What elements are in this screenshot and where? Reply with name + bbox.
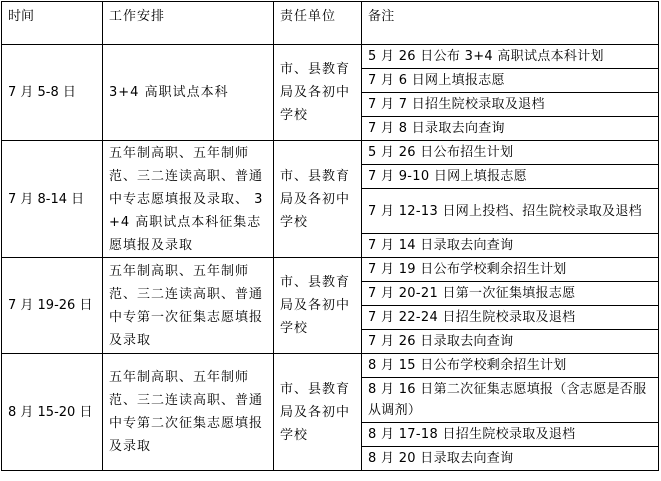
task-cell: 五年制高职、五年制师范、三二连读高职、普通中专志愿填报及录取、 3+4 高职试点本科征集志愿填报及录取	[103, 141, 274, 258]
unit-cell: 市、县教育局及各初中学校	[274, 45, 362, 141]
schedule-table	[1, 1, 659, 471]
time-cell: 7 月 19-26 日	[2, 258, 103, 354]
note-cell: 5 月 26 日公布招生计划	[362, 141, 659, 165]
note-cell: 5 月 26 日公布 3+4 高职试点本科计划	[362, 45, 659, 69]
task-cell: 五年制高职、五年制师范、三二连读高职、普通中专第二次征集志愿填报及录取	[103, 354, 274, 471]
note-cell: 7 月 9-10 日网上填报志愿	[362, 165, 659, 189]
table-row	[2, 45, 659, 69]
note-cell: 8 月 16 日第二次征集志愿填报（含志愿是否服从调剂）	[362, 378, 659, 423]
unit-cell: 市、县教育局及各初中学校	[274, 258, 362, 354]
header-task: 工作安排	[103, 2, 274, 45]
header-row	[2, 2, 659, 45]
header-note: 备注	[362, 2, 659, 45]
table-row	[2, 354, 659, 378]
note-cell: 7 月 7 日招生院校录取及退档	[362, 93, 659, 117]
note-cell: 8 月 15 日公布学校剩余招生计划	[362, 354, 659, 378]
note-cell: 7 月 12-13 日网上投档、招生院校录取及退档	[362, 189, 659, 234]
table-row	[2, 258, 659, 282]
note-cell: 7 月 6 日网上填报志愿	[362, 69, 659, 93]
note-cell: 7 月 20-21 日第一次征集填报志愿	[362, 282, 659, 306]
unit-cell: 市、县教育局及各初中学校	[274, 141, 362, 258]
note-cell: 8 月 17-18 日招生院校录取及退档	[362, 423, 659, 447]
time-cell: 8 月 15-20 日	[2, 354, 103, 471]
table-row	[2, 141, 659, 165]
task-cell: 五年制高职、五年制师范、三二连读高职、普通中专第一次征集志愿填报及录取	[103, 258, 274, 354]
task-cell: 3+4 高职试点本科	[103, 45, 274, 141]
header-time: 时间	[2, 2, 103, 45]
note-cell: 7 月 14 日录取去向查询	[362, 234, 659, 258]
note-cell: 7 月 8 日录取去向查询	[362, 117, 659, 141]
header-unit: 责任单位	[274, 2, 362, 45]
note-cell: 7 月 22-24 日招生院校录取及退档	[362, 306, 659, 330]
note-cell: 7 月 19 日公布学校剩余招生计划	[362, 258, 659, 282]
note-cell: 8 月 20 日录取去向查询	[362, 447, 659, 471]
time-cell: 7 月 5-8 日	[2, 45, 103, 141]
note-cell: 7 月 26 日录取去向查询	[362, 330, 659, 354]
time-cell: 7 月 8-14 日	[2, 141, 103, 258]
unit-cell: 市、县教育局及各初中学校	[274, 354, 362, 471]
